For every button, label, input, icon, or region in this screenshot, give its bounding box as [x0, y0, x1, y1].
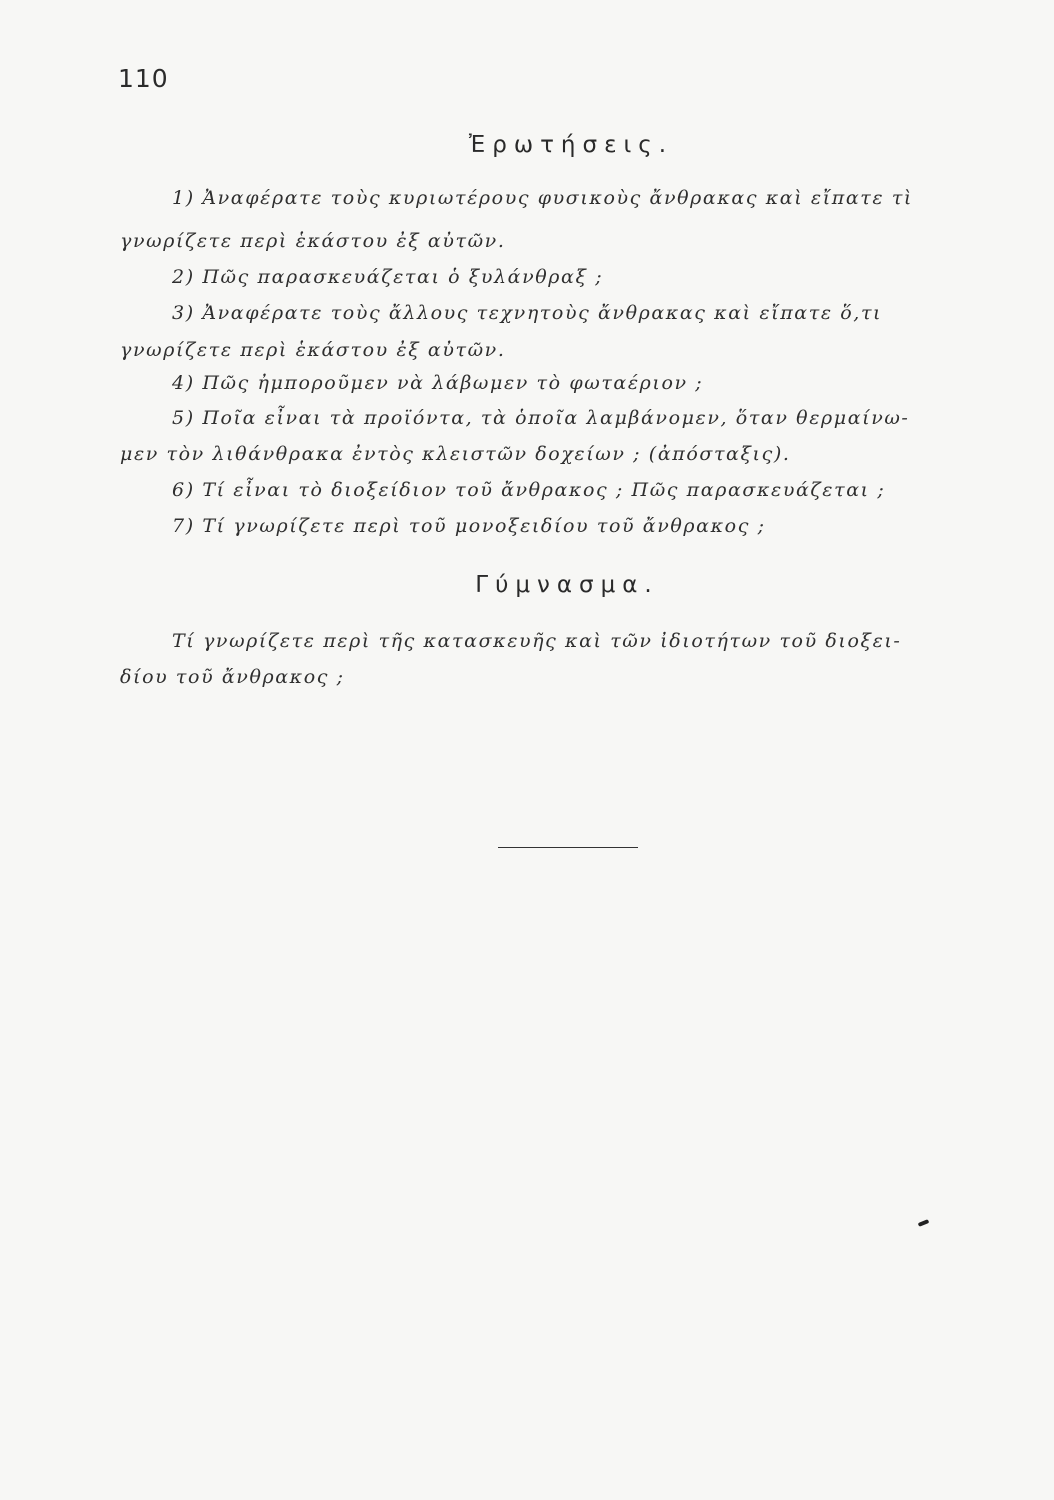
question-2-line-1: 2) Πῶς παρασκευάζεται ὁ ξυλάνθραξ ; — [172, 266, 604, 288]
question-6-line-1: 6) Τί εἶναι τὸ διοξείδιον τοῦ ἄνθρακος ; Πῶς παρασκευάζεται ; — [172, 479, 886, 501]
ink-speck — [918, 1219, 930, 1227]
questions-heading: Ἐρωτήσεις. — [468, 132, 674, 158]
question-1-line-2: γνωρίζετε περὶ ἑκάστου ἐξ αὐτῶν. — [120, 230, 506, 252]
question-4-line-1: 4) Πῶς ἠμποροῦμεν νὰ λάβωμεν τὸ φωταέριον ; — [172, 372, 704, 394]
section-divider — [498, 847, 638, 848]
exercise-heading: Γύμνασμα. — [475, 572, 659, 598]
question-1-line-1: 1) Ἀναφέρατε τοὺς κυριωτέρους φυσικοὺς ἄνθρακας καὶ εἴπατε τὶ — [172, 187, 913, 209]
question-3-line-2: γνωρίζετε περὶ ἑκάστου ἐξ αὐτῶν. — [120, 339, 506, 361]
question-3-line-1: 3) Ἀναφέρατε τοὺς ἄλλους τεχνητοὺς ἄνθρακας καὶ εἴπατε ὅ,τι — [172, 302, 883, 324]
question-5-line-1: 5) Ποῖα εἶναι τὰ προϊόντα, τὰ ὁποῖα λαμβάνομεν, ὅταν θερμαίνω- — [172, 407, 910, 429]
exercise-line-2: δίου τοῦ ἄνθρακος ; — [120, 666, 345, 688]
exercise-line-1: Τί γνωρίζετε περὶ τῆς κατασκευῆς καὶ τῶν ἰδιοτήτων τοῦ διοξει- — [172, 630, 902, 652]
question-7-line-1: 7) Τί γνωρίζετε περὶ τοῦ μονοξειδίου τοῦ ἄνθρακος ; — [172, 515, 766, 537]
page-number: 110 — [118, 64, 169, 93]
question-5-line-2: μεν τὸν λιθάνθρακα ἐντὸς κλειστῶν δοχείων ; (ἀπόσταξις). — [120, 443, 791, 465]
